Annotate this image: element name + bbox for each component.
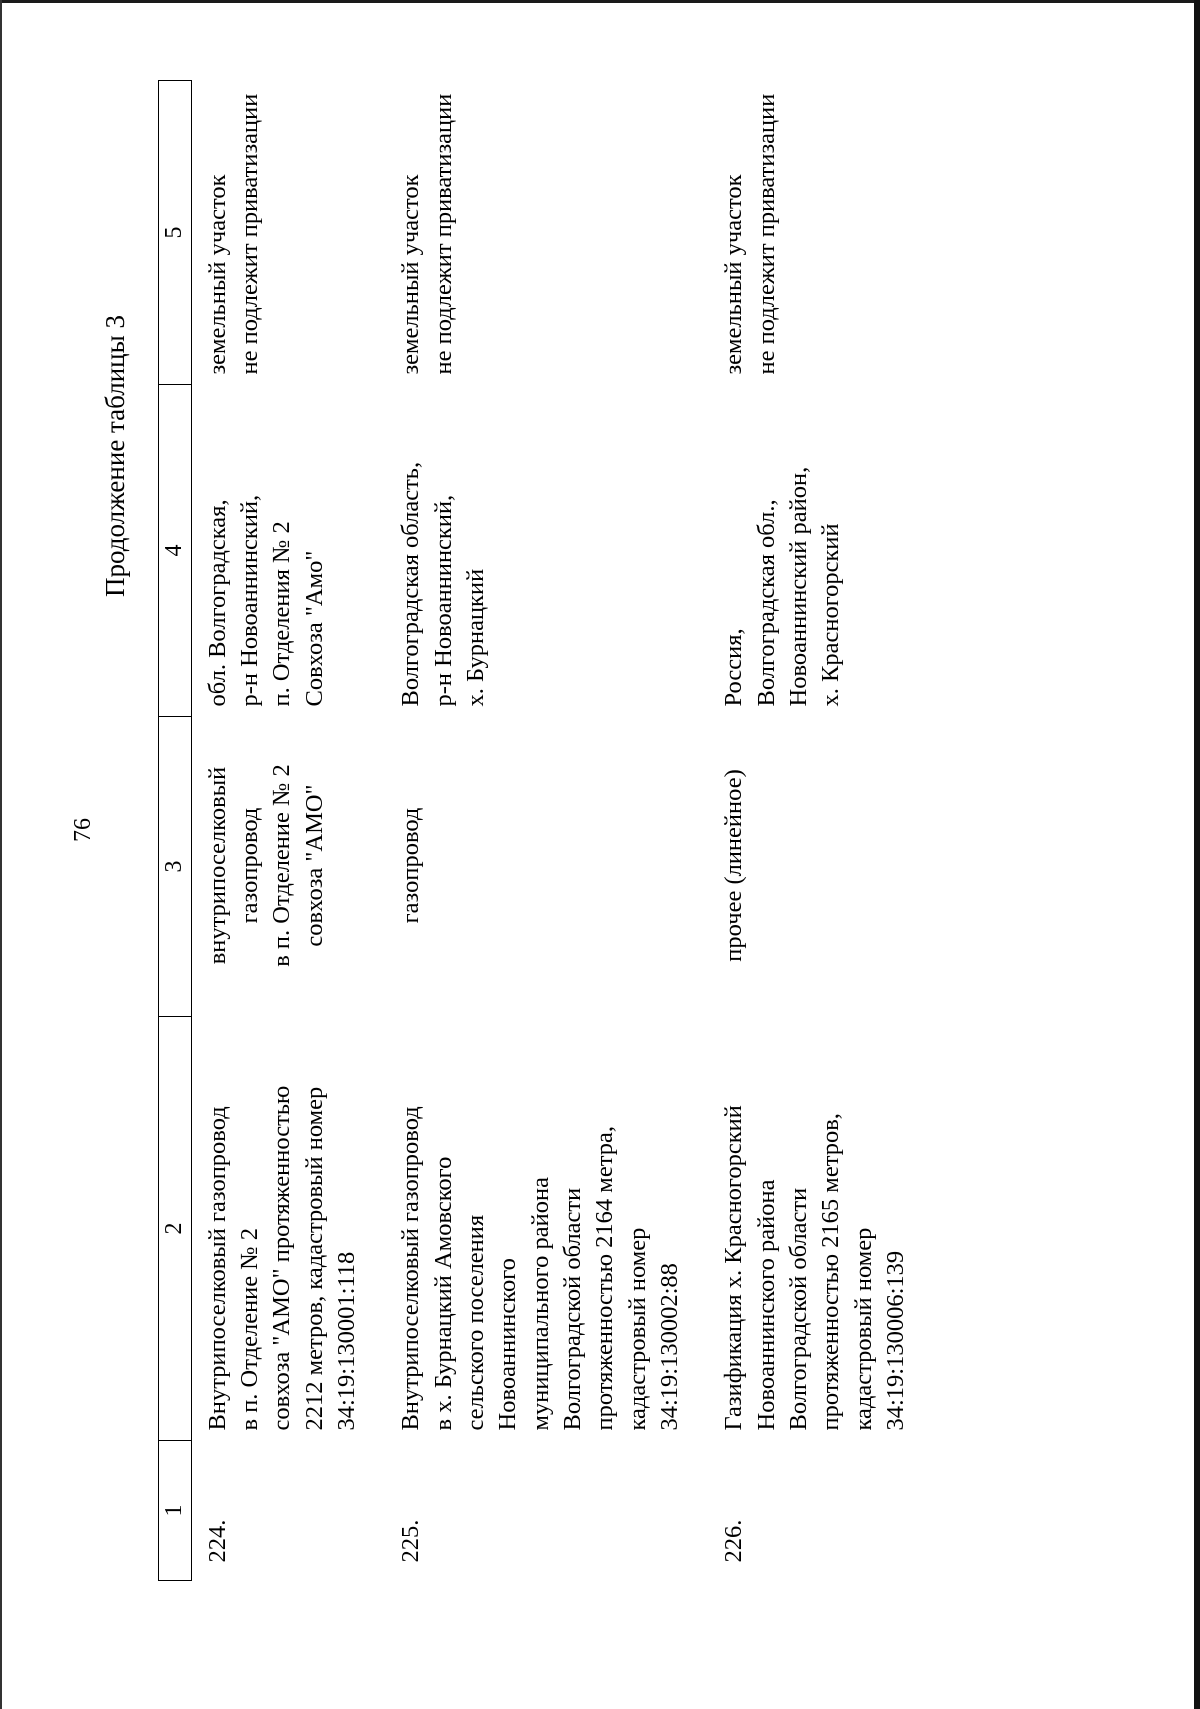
object-name-line: в х. Бурнацкий Амовского — [429, 1156, 457, 1431]
row-number: 225. — [397, 1519, 425, 1563]
object-type-line: газопровод — [397, 807, 425, 924]
address-line: Новоаннинский район, — [784, 466, 812, 707]
note-line: не подлежит приватизации — [429, 93, 457, 375]
object-name-line: Внутрипоселковый газопровод — [203, 1106, 231, 1431]
object-name-cell — [191, 1017, 385, 1441]
object-name-line: в п. Отделение № 2 — [236, 1227, 263, 1431]
object-name-line: кадастровый номер — [623, 1227, 651, 1431]
address-line: Россия, — [720, 628, 748, 707]
object-type-line: внутрипоселковый — [203, 766, 231, 965]
header-col-1: 1 — [159, 1441, 192, 1581]
object-name-line: 34:19:130001:118 — [332, 1251, 360, 1431]
address-line: Совхоза "Амо" — [300, 550, 328, 707]
address-line: п. Отделения № 2 — [268, 521, 296, 707]
object-name-line: Волгоградской области — [784, 1187, 812, 1431]
object-type-cell — [191, 717, 385, 1017]
header-row — [159, 81, 192, 1581]
address-line: р-н Новоаннинский, — [236, 494, 263, 707]
object-type-line: совхоза "АМО" — [300, 784, 328, 947]
page-number: 76 — [70, 818, 96, 842]
object-type-line: газопровод — [236, 807, 263, 924]
address-line: х. Красногорский — [817, 523, 845, 707]
object-name-cell — [385, 1017, 708, 1441]
table-body — [191, 81, 934, 1581]
object-name-line: совхоза "АМО" протяженностью — [268, 1085, 296, 1431]
table-continuation-label: Продолжение таблицы 3 — [100, 315, 130, 597]
object-name-line: 34:19:130002:88 — [655, 1263, 683, 1431]
object-name-cell — [708, 1017, 934, 1441]
table-row — [191, 81, 385, 1581]
object-name-line: кадастровый номер — [849, 1227, 877, 1431]
note-cell — [708, 81, 934, 385]
object-type-line: прочее (линейное) — [720, 769, 748, 962]
object-name-line: протяженностью 2164 метра, — [591, 1126, 619, 1431]
row-number: 226. — [720, 1519, 748, 1563]
object-name-line: 2212 метров, кадастровый номер — [300, 1086, 328, 1431]
header-col-3: 3 — [159, 717, 192, 1017]
address-line: Волгоградская область, — [397, 461, 425, 707]
note-cell — [191, 81, 385, 385]
object-name-line: Новоаннинского района — [752, 1179, 780, 1431]
address-cell — [191, 385, 385, 717]
object-name-line: Новоаннинского — [494, 1258, 522, 1431]
object-name-line: Волгоградской области — [558, 1187, 586, 1431]
address-cell — [708, 385, 934, 717]
table-header — [159, 81, 192, 1581]
table-row — [385, 81, 708, 1581]
note-cell — [385, 81, 708, 385]
note-line: земельный участок — [203, 174, 231, 375]
object-name-line: 34:19:130006:139 — [881, 1250, 909, 1431]
object-name-line: Газификация х. Красногорский — [720, 1105, 748, 1431]
address-cell — [385, 385, 708, 717]
object-type-cell — [708, 717, 934, 1017]
header-col-2: 2 — [159, 1017, 192, 1441]
table-row — [708, 81, 934, 1581]
object-name-line: муниципального района — [526, 1177, 554, 1431]
header-col-5: 5 — [159, 81, 192, 385]
address-line: Волгоградская обл., — [752, 499, 780, 707]
address-line: р-н Новоаннинский, — [429, 494, 457, 707]
note-line: не подлежит приватизации — [752, 93, 780, 375]
row-number-cell — [385, 1441, 708, 1581]
object-name-line: Внутрипоселковый газопровод — [397, 1106, 425, 1431]
note-line: не подлежит приватизации — [236, 93, 263, 375]
address-line: х. Бурнацкий — [461, 568, 489, 707]
registry-table — [158, 80, 934, 1581]
object-name-line: протяженностью 2165 метров, — [817, 1113, 845, 1431]
note-line: земельный участок — [397, 174, 425, 375]
object-type-line: в п. Отделение № 2 — [268, 764, 296, 967]
row-number-cell — [191, 1441, 385, 1581]
object-name-line: сельского поселения — [461, 1214, 489, 1431]
header-col-4: 4 — [159, 385, 192, 717]
row-number: 224. — [203, 1519, 231, 1563]
address-line: обл. Волгоградская, — [203, 499, 231, 707]
row-number-cell — [708, 1441, 934, 1581]
object-type-cell — [385, 717, 708, 1017]
note-line: земельный участок — [720, 174, 748, 375]
